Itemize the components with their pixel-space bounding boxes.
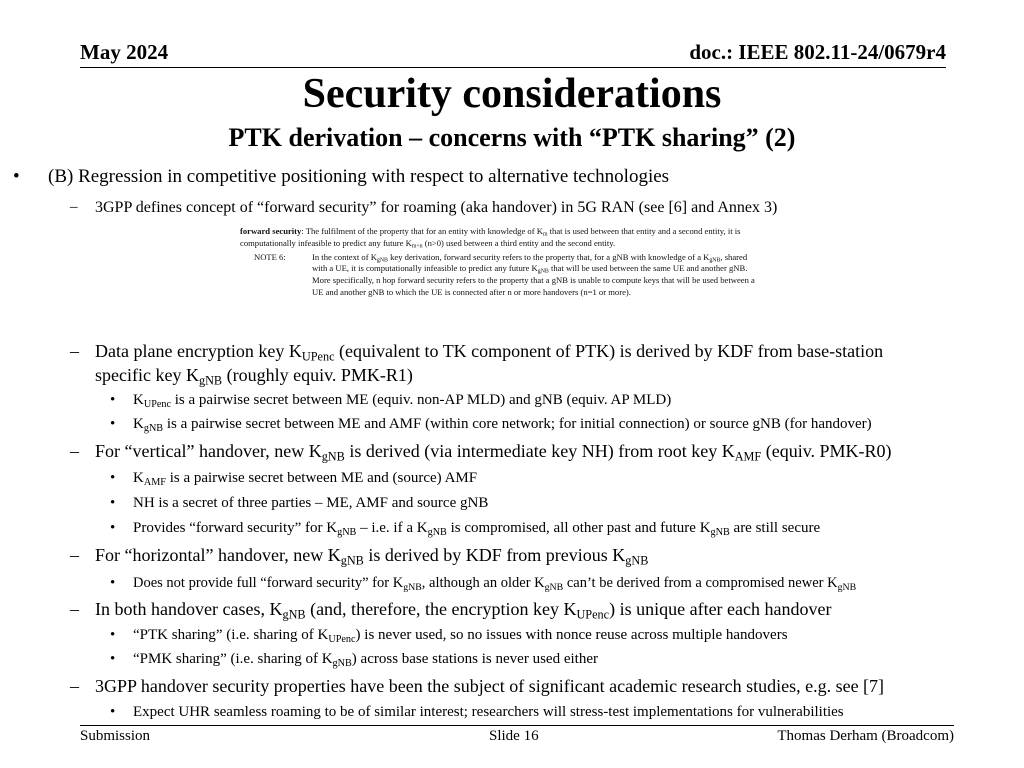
sub-bullet-pmk-sharing: “PMK sharing” (i.e. sharing of $K_{gNB}$) across base stations is never used either	[133, 651, 598, 669]
sub-bullet-kupenc: $K_{UPenc}$ is a pairwise secret between ME (equiv. non-AP MLD) and gNB (equiv. AP MLD)	[133, 392, 672, 410]
sub-bullet-marker: •	[110, 704, 116, 720]
dash-marker: –	[70, 545, 79, 565]
sub-bullet-marker: •	[110, 520, 116, 536]
header-doc-id: doc.: IEEE 802.11-24/0679r4	[689, 40, 946, 64]
sub-bullet-kgnb: $K_{gNB}$ is a pairwise secret between ME and AMF (within core network; for initial connection) or source gNB (for handover)	[133, 416, 872, 434]
footer-submission: Submission	[80, 728, 151, 744]
bullet-b: (B) Regression in competitive positioning with respect to alternative technologies	[48, 166, 670, 187]
header-divider	[80, 67, 946, 68]
dash-marker: –	[70, 341, 79, 361]
slide-subtitle: PTK derivation – concerns with “PTK sharing” (2)	[228, 123, 796, 152]
sub-bullet-marker: •	[110, 392, 116, 408]
dash-data-plane-key-cont: specific key $K_{gNB}$ (roughly equiv. PMK-R1)	[95, 365, 413, 388]
sub-bullet-marker: •	[110, 470, 116, 486]
dash-academic-research: 3GPP handover security properties have been the subject of significant academic research studies, e.g. see [7]	[95, 676, 885, 696]
sub-bullet-kamf: $K_{AMF}$ is a pairwise secret between ME and (source) AMF	[133, 470, 478, 488]
dash-data-plane-key: Data plane encryption key $K_{UPenc}$ (equivalent to TK component of PTK) is derived by KDF from base-station	[95, 341, 884, 364]
sub-bullet-marker: •	[110, 495, 116, 511]
dash-both-handover: In both handover cases, $K_{gNB}$ (and, therefore, the encryption key $K_{UPenc}$) is unique after each handover	[95, 599, 832, 622]
sub-bullet-marker: •	[110, 651, 116, 667]
dash-marker: –	[70, 199, 78, 215]
footer-slide-number: Slide 16	[489, 728, 539, 744]
dash-vertical-handover: For “vertical” handover, new $K_{gNB}$ is derived (via intermediate key NH) from root key $K_{AMF}$ (equiv. PMK-R0)	[95, 441, 892, 464]
dash-forward-security: 3GPP defines concept of “forward security” for roaming (aka handover) in 5G RAN (see [6] and Annex 3)	[95, 199, 778, 216]
sub-bullet-no-full-fs: Does not provide full “forward security” for $K_{gNB}$, although an older $K_{gNB}$ can’t be derived from a compromised newer $K_{gNB}$	[133, 575, 857, 593]
dash-marker: –	[70, 676, 79, 696]
dash-marker: –	[70, 441, 79, 461]
sub-bullet-uhr-roaming: Expect UHR seamless roaming to be of similar interest; researchers will stress-test implementations for vulnerabilities	[133, 704, 844, 720]
header-date: May 2024	[80, 40, 169, 64]
bullet-marker: •	[13, 166, 20, 187]
sub-bullet-marker: •	[110, 416, 116, 432]
forward-security-quote: forward security: The fulfilment of the property that for an entity with knowledge of $K_m$ that is used between that entity and a second entity, it is computationally infeasible to predict any future $K_{m+n}$ (n>0) used between a third entity and the second entity. NOTE 6: In the context of $K_{gNB}$ key derivation, forward security refers to the property that, for a gNB with knowledge of a $K_{gNB}$, shared with a UE, it is computationally infeasible to predict any future $K_{gNB}$ that will be used between the same UE and another gNB. More specifically, n hop forward security refers to the property that a gNB is unable to compute keys that will be used between a UE and another gNB to which the UE is connected after n or more handovers (n=1 or more).	[240, 226, 755, 297]
footer-author: Thomas Derham (Broadcom)	[777, 728, 954, 744]
dash-horizontal-handover: For “horizontal” handover, new $K_{gNB}$ is derived by KDF from previous $K_{gNB}$	[95, 545, 649, 568]
sub-bullet-ptk-sharing: “PTK sharing” (i.e. sharing of $K_{UPenc}$) is never used, so no issues with nonce reuse across multiple handovers	[133, 627, 788, 645]
sub-bullet-forward-security: Provides “forward security” for $K_{gNB} - i.e$. if a $K_{gNB}$ is compromised, all other past and future $K_{gNB}$ are still secure	[133, 520, 821, 538]
sub-bullet-nh: NH is a secret of three parties – ME, AMF and source gNB	[133, 495, 489, 511]
footer-divider	[80, 725, 954, 726]
sub-bullet-marker: •	[110, 575, 116, 591]
dash-marker: –	[70, 599, 79, 619]
sub-bullet-marker: •	[110, 627, 116, 643]
slide-title: Security considerations	[302, 71, 722, 117]
